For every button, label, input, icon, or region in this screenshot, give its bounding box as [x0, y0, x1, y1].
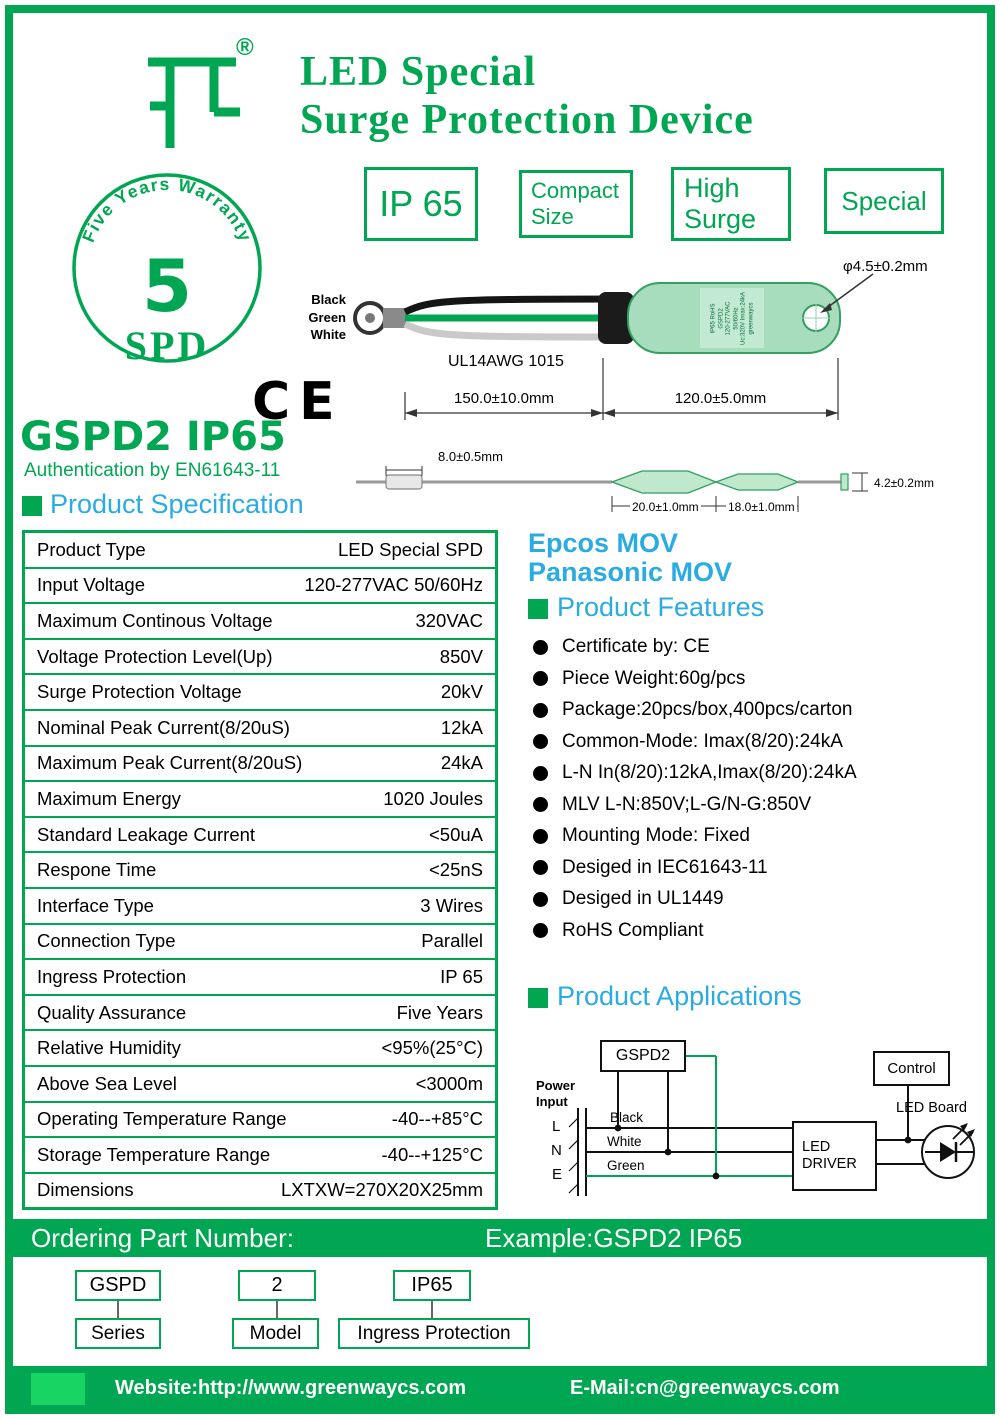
gspd2-box-label: GSPD2 [615, 1047, 671, 1065]
device-body-label [702, 289, 764, 347]
ce-mark: CE [252, 372, 344, 432]
spec-label: Surge Protection Voltage [37, 681, 242, 703]
spec-label: Nominal Peak Current(8/20uS) [37, 716, 290, 738]
terminal-l-label: L [552, 1118, 561, 1135]
spec-value: <95%(25°C) [381, 1037, 483, 1059]
feature-text: Desiged in UL1449 [562, 888, 724, 909]
spec-value: <50uA [428, 823, 483, 845]
led-driver-box [792, 1121, 877, 1191]
spec-row [25, 602, 495, 638]
part-label-series-text: Series [91, 1322, 145, 1344]
authentication-note: Authentication by EN61643-11 [24, 460, 281, 481]
spec-label: Interface Type [37, 894, 154, 916]
part-code-ip-label: IP65 [411, 1274, 453, 1296]
spec-row [25, 1172, 495, 1208]
badge-compact-line1: Compact [531, 178, 620, 203]
spec-value: Five Years [396, 1001, 483, 1023]
svg-text:Five Years Warranty [78, 174, 256, 245]
terminal-n-label: N [551, 1142, 562, 1159]
badge-surge-line1: High [684, 173, 740, 203]
spec-value: -40--+125°C [381, 1143, 483, 1165]
part-code-model-label: 2 [271, 1274, 283, 1296]
spec-value: 3 Wires [420, 894, 483, 916]
spec-label: Maximum Energy [37, 787, 181, 809]
page-title-line2: Surge Protection Device [300, 97, 754, 143]
section-bullet-square [22, 496, 42, 516]
spec-row [25, 851, 495, 887]
spec-row [25, 709, 495, 745]
side-dim-tip: 4.2±0.2mm [874, 476, 934, 490]
wire-label-white: White [310, 327, 346, 343]
feature-text: Desiged in IEC61643-11 [562, 856, 768, 878]
feature-item [533, 668, 985, 690]
spec-label: Ingress Protection [37, 965, 187, 987]
wire-color-labels [296, 291, 346, 344]
power-input-label [536, 1078, 584, 1109]
applications-section-heading: Product Applications [557, 981, 802, 1011]
spec-value: IP 65 [440, 965, 483, 987]
device-label-line: IP65 RoHS [710, 303, 717, 334]
feature-item [533, 857, 985, 879]
section-bullet-square [528, 599, 548, 619]
part-code-ip [393, 1270, 471, 1301]
spec-value: 320VAC [415, 609, 483, 631]
spec-label: Connection Type [37, 930, 176, 952]
spec-table [22, 530, 498, 1210]
feature-text: Mounting Mode: Fixed [562, 825, 750, 846]
device-label-line: 120-277VAC 50/60Hz [725, 301, 739, 335]
warranty-label: SPD [124, 323, 210, 368]
feature-item [533, 699, 985, 721]
footer-bar [13, 1366, 987, 1412]
feature-text: MLV L-N:850V;L-G/N-G:850V [562, 793, 812, 815]
ordering-connectors [118, 1301, 432, 1318]
spec-value: LXTXW=270X20X25mm [280, 1179, 483, 1201]
registered-mark: ® [236, 34, 254, 61]
brand-logo-icon [148, 62, 240, 148]
spec-row [25, 1101, 495, 1137]
spec-value: 1020 Joules [383, 787, 483, 809]
footer-website: Website:http://www.greenwaycs.com [115, 1377, 467, 1399]
badge-surge-line2: Surge [684, 204, 757, 234]
bullet-icon [533, 671, 548, 686]
app-wire-green-label: Green [607, 1158, 645, 1173]
model-name: GSPD2 IP65 [20, 414, 286, 460]
footer-logo [31, 1373, 85, 1405]
part-code-series-label: GSPD [89, 1274, 147, 1296]
spec-value: <3000m [415, 1072, 483, 1094]
feature-item [533, 825, 985, 847]
part-code-model [238, 1270, 316, 1301]
features-list [533, 636, 985, 951]
bullet-icon [533, 892, 548, 907]
spec-row [25, 958, 495, 994]
feature-text: Piece Weight:60g/pcs [562, 667, 746, 689]
spec-label: Respone Time [37, 859, 157, 881]
ordering-banner [13, 1219, 987, 1257]
badge-ip65-label: IP 65 [379, 183, 463, 224]
spec-label: Operating Temperature Range [37, 1108, 287, 1130]
page-title-line1: LED Special [300, 49, 537, 95]
wire-label-green: Green [308, 309, 346, 325]
spec-row [25, 1136, 495, 1172]
section-bullet-square [528, 988, 548, 1008]
app-wire-white-label: White [607, 1134, 642, 1149]
badge-ip65 [364, 167, 478, 241]
spec-value: -40--+85°C [391, 1108, 483, 1130]
control-box-label: Control [887, 1059, 936, 1077]
warranty-arc-text: Five Years Warranty [77, 173, 257, 246]
bullet-icon [533, 829, 548, 844]
spec-row [25, 1065, 495, 1101]
mov-line1: Epcos MOV [528, 528, 679, 558]
feature-text: L-N In(8/20):12kA,Imax(8/20):24kA [562, 762, 857, 783]
spec-value: 12kA [440, 716, 483, 738]
device-label-line: greenwaycs [748, 302, 754, 335]
led-driver-line1: LED [802, 1138, 831, 1155]
spec-label: Voltage Protection Level(Up) [37, 645, 273, 667]
part-label-ingress [338, 1318, 530, 1349]
device-illustration [355, 274, 873, 353]
spec-row [25, 745, 495, 781]
device-label-line: GSPD2 [718, 307, 724, 329]
ordering-example: Example:GSPD2 IP65 [485, 1223, 743, 1253]
spec-row [25, 673, 495, 709]
part-code-series [75, 1270, 161, 1301]
spec-label: Above Sea Level [37, 1072, 177, 1094]
power-input-line2: Input [536, 1093, 568, 1109]
bullet-icon [533, 734, 548, 749]
footer-email: E-Mail:cn@greenwaycs.com [570, 1377, 840, 1399]
spec-label: Storage Temperature Range [37, 1143, 271, 1165]
spec-label: Maximum Peak Current(8/20uS) [37, 752, 303, 774]
features-section-heading: Product Features [557, 592, 765, 622]
led-driver-line2: DRIVER [802, 1156, 857, 1172]
terminal-e-label: E [552, 1166, 563, 1183]
bullet-icon [533, 923, 548, 938]
part-label-model [232, 1318, 319, 1349]
part-label-model-text: Model [249, 1322, 302, 1344]
badge-high-surge [671, 167, 791, 241]
spec-label: Quality Assurance [37, 1001, 187, 1023]
spec-value: <25nS [428, 859, 483, 881]
spec-row [25, 780, 495, 816]
spec-label: Dimensions [37, 1179, 134, 1201]
spec-label: Standard Leakage Current [37, 823, 256, 845]
bullet-icon [533, 860, 548, 875]
control-box [873, 1051, 950, 1086]
spec-row [25, 533, 495, 567]
spec-row [25, 994, 495, 1030]
feature-item [533, 794, 985, 816]
spec-row [25, 887, 495, 923]
side-dim-lead: 8.0±0.5mm [438, 449, 503, 464]
spec-row [25, 923, 495, 959]
feature-item [533, 731, 985, 753]
body-dimension-label: 120.0±5.0mm [674, 390, 767, 407]
part-label-series [75, 1318, 161, 1349]
bullet-icon [533, 640, 548, 655]
spec-value: Parallel [421, 930, 483, 952]
feature-text: Certificate by: CE [562, 636, 710, 657]
feature-item [533, 888, 985, 910]
spec-row [25, 1029, 495, 1065]
spec-label: Relative Humidity [37, 1037, 181, 1059]
cable-dimension-label: 150.0±10.0mm [454, 390, 554, 407]
feature-text: Common-Mode: Imax(8/20):24kA [562, 730, 843, 752]
led-board-label: LED Board [896, 1100, 967, 1116]
feature-item [533, 636, 985, 658]
spec-value: 120-277VAC 50/60Hz [304, 574, 483, 596]
bullet-icon [533, 797, 548, 812]
spec-row [25, 638, 495, 674]
ordering-title: Ordering Part Number: [31, 1223, 294, 1253]
app-wire-black-label: Black [610, 1110, 644, 1125]
mov-line2: Panasonic MOV [528, 557, 733, 587]
badge-special [824, 168, 944, 234]
feature-text: RoHS Compliant [562, 919, 704, 941]
spec-row [25, 816, 495, 852]
feature-text: Package:20pcs/box,400pcs/carton [562, 699, 853, 720]
cable-spec-label: UL14AWG 1015 [448, 353, 564, 370]
spec-value: 850V [439, 645, 483, 667]
bullet-icon [533, 703, 548, 718]
spec-label: Maximum Continous Voltage [37, 609, 273, 631]
spec-value: 20kV [440, 681, 483, 703]
device-label-line: Uc:320V Imax:24kA [740, 291, 747, 345]
gspd2-box [600, 1040, 686, 1072]
side-dim-seg1: 20.0±1.0mm [632, 500, 699, 514]
hole-dimension-label: φ4.5±0.2mm [843, 258, 928, 275]
bullet-icon [533, 766, 548, 781]
spec-section-heading: Product Specification [50, 489, 304, 519]
badge-compact-line2: Size [531, 204, 574, 229]
feature-item [533, 762, 985, 784]
spec-row [25, 567, 495, 603]
part-label-ingress-text: Ingress Protection [357, 1322, 511, 1344]
spec-value: LED Special SPD [338, 538, 483, 560]
wire-label-black: Black [311, 292, 346, 307]
spec-label: Input Voltage [37, 574, 146, 596]
led-symbol-icon [922, 1123, 975, 1178]
warranty-number: 5 [141, 244, 193, 328]
spec-value: 24kA [440, 752, 483, 774]
badge-special-label: Special [841, 185, 927, 216]
spec-label: Product Type [37, 538, 146, 560]
badge-compact-size [519, 170, 633, 238]
power-input-line1: Power [536, 1078, 576, 1093]
side-dim-seg2: 18.0±1.0mm [728, 500, 795, 514]
feature-item [533, 920, 985, 942]
